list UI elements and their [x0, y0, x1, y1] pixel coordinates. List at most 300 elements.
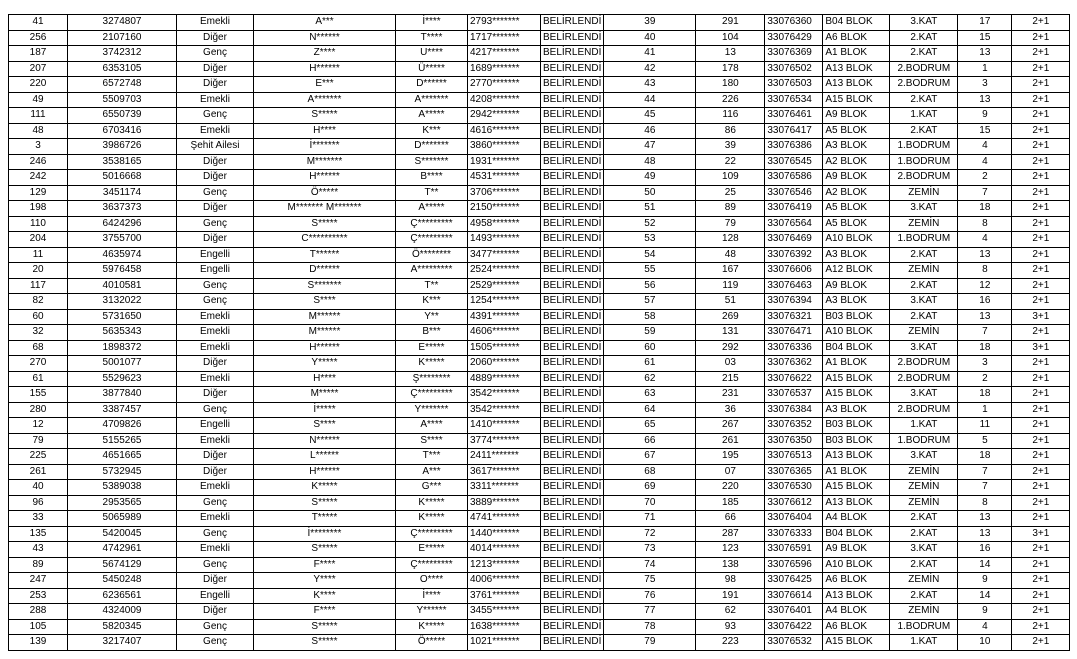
cell-bagimsiz-bolum-no: 33076429: [765, 30, 823, 46]
cell-soyad: B***: [396, 325, 468, 341]
cell-blok: A15 BLOK: [823, 92, 890, 108]
cell-oda-sayisi: 2+1: [1012, 201, 1070, 217]
cell-sira-no: 20: [9, 263, 68, 279]
table-row: [9, 464, 1070, 480]
cell-basvuru-no: 3451174: [68, 185, 177, 201]
cell-konut-no: 36: [696, 402, 765, 418]
cell-kategori: Diğer: [177, 604, 254, 620]
cell-tc-kimlik: 3617*******: [468, 464, 541, 480]
cell-blok: A2 BLOK: [823, 154, 890, 170]
cell-konut-no: 51: [696, 294, 765, 310]
cell-blok: A1 BLOK: [823, 356, 890, 372]
cell-tc-kimlik: 1493*******: [468, 232, 541, 248]
cell-durum: BELİRLENDİ: [541, 263, 604, 279]
cell-oda-sayisi: 2+1: [1012, 371, 1070, 387]
cell-sira-no: 111: [9, 108, 68, 124]
cell-bagimsiz-bolum-no: 33076360: [765, 15, 823, 31]
cell-kura-sira: 46: [604, 123, 696, 139]
cell-blok: A1 BLOK: [823, 464, 890, 480]
cell-konut-no: 62: [696, 604, 765, 620]
cell-soyad: Ü*****: [396, 61, 468, 77]
cell-durum: BELİRLENDİ: [541, 232, 604, 248]
cell-kategori: Emekli: [177, 542, 254, 558]
cell-basvuru-no: 2953565: [68, 495, 177, 511]
cell-soyad: O****: [396, 573, 468, 589]
cell-basvuru-no: 5016668: [68, 170, 177, 186]
cell-bagimsiz-bolum-no: 33076513: [765, 449, 823, 465]
cell-oda-sayisi: 2+1: [1012, 418, 1070, 434]
cell-oda-sayisi: 2+1: [1012, 294, 1070, 310]
table-row: [9, 604, 1070, 620]
cell-daire-no: 18: [958, 449, 1012, 465]
cell-ad: F****: [254, 604, 396, 620]
cell-kategori: Diğer: [177, 170, 254, 186]
cell-kura-sira: 42: [604, 61, 696, 77]
cell-tc-kimlik: 3455*******: [468, 604, 541, 620]
cell-kategori: Emekli: [177, 433, 254, 449]
cell-oda-sayisi: 2+1: [1012, 15, 1070, 31]
cell-oda-sayisi: 2+1: [1012, 154, 1070, 170]
cell-kura-sira: 41: [604, 46, 696, 62]
cell-kat: 2.BODRUM: [890, 356, 958, 372]
cell-soyad: Ç*********: [396, 387, 468, 403]
cell-sira-no: 89: [9, 557, 68, 573]
cell-konut-no: 287: [696, 526, 765, 542]
cell-tc-kimlik: 1931*******: [468, 154, 541, 170]
cell-tc-kimlik: 3542*******: [468, 402, 541, 418]
cell-blok: A5 BLOK: [823, 216, 890, 232]
cell-konut-no: 03: [696, 356, 765, 372]
cell-kat: 2.KAT: [890, 123, 958, 139]
cell-ad: S*****: [254, 542, 396, 558]
cell-ad: F****: [254, 557, 396, 573]
cell-daire-no: 4: [958, 139, 1012, 155]
table-row: [9, 433, 1070, 449]
cell-soyad: T****: [396, 30, 468, 46]
cell-tc-kimlik: 3477*******: [468, 247, 541, 263]
cell-kat: 2.BODRUM: [890, 402, 958, 418]
table-row: [9, 46, 1070, 62]
cell-kategori: Genç: [177, 294, 254, 310]
cell-kat: ZEMİN: [890, 464, 958, 480]
cell-bagimsiz-bolum-no: 33076394: [765, 294, 823, 310]
table-row: [9, 387, 1070, 403]
cell-kategori: Emekli: [177, 15, 254, 31]
cell-ad: S****: [254, 418, 396, 434]
cell-konut-no: 220: [696, 480, 765, 496]
cell-konut-no: 195: [696, 449, 765, 465]
table-row: [9, 232, 1070, 248]
table-row: [9, 619, 1070, 635]
table-row: [9, 557, 1070, 573]
cell-oda-sayisi: 2+1: [1012, 433, 1070, 449]
cell-tc-kimlik: 2150*******: [468, 201, 541, 217]
cell-durum: BELİRLENDİ: [541, 15, 604, 31]
cell-kat: 2.KAT: [890, 557, 958, 573]
cell-bagimsiz-bolum-no: 33076537: [765, 387, 823, 403]
cell-kat: ZEMİN: [890, 185, 958, 201]
cell-blok: A9 BLOK: [823, 542, 890, 558]
cell-daire-no: 1: [958, 61, 1012, 77]
cell-soyad: B****: [396, 170, 468, 186]
cell-bagimsiz-bolum-no: 33076546: [765, 185, 823, 201]
cell-kategori: Genç: [177, 216, 254, 232]
cell-tc-kimlik: 3706*******: [468, 185, 541, 201]
cell-kat: ZEMİN: [890, 573, 958, 589]
cell-ad: K*****: [254, 480, 396, 496]
cell-bagimsiz-bolum-no: 33076503: [765, 77, 823, 93]
cell-oda-sayisi: 2+1: [1012, 387, 1070, 403]
cell-soyad: İ****: [396, 588, 468, 604]
cell-durum: BELİRLENDİ: [541, 418, 604, 434]
cell-sira-no: 288: [9, 604, 68, 620]
cell-kategori: Diğer: [177, 387, 254, 403]
cell-basvuru-no: 3538165: [68, 154, 177, 170]
cell-konut-no: 79: [696, 216, 765, 232]
cell-sira-no: 139: [9, 635, 68, 651]
cell-bagimsiz-bolum-no: 33076596: [765, 557, 823, 573]
cell-bagimsiz-bolum-no: 33076419: [765, 201, 823, 217]
cell-soyad: Ö*****: [396, 635, 468, 651]
cell-soyad: A*****: [396, 201, 468, 217]
table-row: [9, 635, 1070, 651]
cell-blok: A10 BLOK: [823, 325, 890, 341]
cell-bagimsiz-bolum-no: 33076614: [765, 588, 823, 604]
cell-tc-kimlik: 1689*******: [468, 61, 541, 77]
cell-konut-no: 178: [696, 61, 765, 77]
table-row: [9, 278, 1070, 294]
cell-daire-no: 5: [958, 433, 1012, 449]
cell-basvuru-no: 4709826: [68, 418, 177, 434]
cell-daire-no: 12: [958, 278, 1012, 294]
cell-oda-sayisi: 3+1: [1012, 309, 1070, 325]
table-row: [9, 139, 1070, 155]
cell-basvuru-no: 5001077: [68, 356, 177, 372]
cell-konut-no: 138: [696, 557, 765, 573]
cell-kategori: Engelli: [177, 588, 254, 604]
cell-tc-kimlik: 1638*******: [468, 619, 541, 635]
cell-ad: Ö*****: [254, 185, 396, 201]
cell-oda-sayisi: 2+1: [1012, 46, 1070, 62]
cell-daire-no: 2: [958, 371, 1012, 387]
cell-daire-no: 13: [958, 92, 1012, 108]
cell-kat: 1.KAT: [890, 635, 958, 651]
cell-blok: A13 BLOK: [823, 588, 890, 604]
cell-oda-sayisi: 2+1: [1012, 216, 1070, 232]
cell-kat: 2.BODRUM: [890, 170, 958, 186]
cell-kura-sira: 57: [604, 294, 696, 310]
cell-konut-no: 128: [696, 232, 765, 248]
cell-sira-no: 261: [9, 464, 68, 480]
table-row: [9, 480, 1070, 496]
cell-kura-sira: 48: [604, 154, 696, 170]
cell-sira-no: 253: [9, 588, 68, 604]
cell-kategori: Diğer: [177, 201, 254, 217]
cell-oda-sayisi: 2+1: [1012, 108, 1070, 124]
cell-bagimsiz-bolum-no: 33076545: [765, 154, 823, 170]
cell-konut-no: 22: [696, 154, 765, 170]
cell-tc-kimlik: 1440*******: [468, 526, 541, 542]
cell-oda-sayisi: 2+1: [1012, 464, 1070, 480]
table-row: [9, 294, 1070, 310]
table-row: [9, 247, 1070, 263]
cell-daire-no: 13: [958, 46, 1012, 62]
cell-basvuru-no: 6236561: [68, 588, 177, 604]
cell-bagimsiz-bolum-no: 33076564: [765, 216, 823, 232]
cell-bagimsiz-bolum-no: 33076612: [765, 495, 823, 511]
table-row: [9, 418, 1070, 434]
cell-soyad: Ö********: [396, 247, 468, 263]
cell-sira-no: 33: [9, 511, 68, 527]
cell-sira-no: 246: [9, 154, 68, 170]
cell-basvuru-no: 3986726: [68, 139, 177, 155]
cell-tc-kimlik: 4531*******: [468, 170, 541, 186]
cell-durum: BELİRLENDİ: [541, 139, 604, 155]
table-row: [9, 15, 1070, 31]
cell-tc-kimlik: 1505*******: [468, 340, 541, 356]
table-row: [9, 170, 1070, 186]
cell-tc-kimlik: 2793*******: [468, 15, 541, 31]
table-row: [9, 495, 1070, 511]
cell-tc-kimlik: 4208*******: [468, 92, 541, 108]
cell-kura-sira: 47: [604, 139, 696, 155]
cell-daire-no: 15: [958, 30, 1012, 46]
cell-kategori: Diğer: [177, 61, 254, 77]
cell-durum: BELİRLENDİ: [541, 201, 604, 217]
cell-ad: S*******: [254, 278, 396, 294]
cell-oda-sayisi: 2+1: [1012, 495, 1070, 511]
cell-blok: A9 BLOK: [823, 170, 890, 186]
cell-kura-sira: 62: [604, 371, 696, 387]
cell-ad: S*****: [254, 619, 396, 635]
cell-daire-no: 9: [958, 573, 1012, 589]
cell-oda-sayisi: 2+1: [1012, 263, 1070, 279]
cell-kategori: Emekli: [177, 371, 254, 387]
cell-bagimsiz-bolum-no: 33076534: [765, 92, 823, 108]
cell-daire-no: 7: [958, 185, 1012, 201]
cell-blok: A9 BLOK: [823, 278, 890, 294]
cell-daire-no: 18: [958, 340, 1012, 356]
cell-oda-sayisi: 2+1: [1012, 573, 1070, 589]
cell-konut-no: 89: [696, 201, 765, 217]
cell-kat: 3.KAT: [890, 542, 958, 558]
cell-tc-kimlik: 4606*******: [468, 325, 541, 341]
cell-kura-sira: 66: [604, 433, 696, 449]
cell-durum: BELİRLENDİ: [541, 356, 604, 372]
table-row: [9, 511, 1070, 527]
cell-soyad: Ç*********: [396, 557, 468, 573]
cell-blok: A3 BLOK: [823, 294, 890, 310]
cell-bagimsiz-bolum-no: 33076469: [765, 232, 823, 248]
cell-kat: 1.BODRUM: [890, 154, 958, 170]
cell-daire-no: 10: [958, 635, 1012, 651]
cell-durum: BELİRLENDİ: [541, 77, 604, 93]
cell-oda-sayisi: 2+1: [1012, 139, 1070, 155]
cell-basvuru-no: 5450248: [68, 573, 177, 589]
cell-sira-no: 204: [9, 232, 68, 248]
cell-blok: A5 BLOK: [823, 201, 890, 217]
cell-blok: B03 BLOK: [823, 309, 890, 325]
cell-oda-sayisi: 2+1: [1012, 588, 1070, 604]
cell-sira-no: 129: [9, 185, 68, 201]
cell-ad: H****: [254, 371, 396, 387]
cell-soyad: U****: [396, 46, 468, 62]
cell-kat: 3.KAT: [890, 294, 958, 310]
cell-tc-kimlik: 4006*******: [468, 573, 541, 589]
cell-durum: BELİRLENDİ: [541, 449, 604, 465]
cell-konut-no: 116: [696, 108, 765, 124]
cell-ad: E***: [254, 77, 396, 93]
cell-ad: A***: [254, 15, 396, 31]
cell-durum: BELİRLENDİ: [541, 340, 604, 356]
cell-kategori: Engelli: [177, 263, 254, 279]
cell-oda-sayisi: 2+1: [1012, 92, 1070, 108]
cell-sira-no: 43: [9, 542, 68, 558]
cell-durum: BELİRLENDİ: [541, 123, 604, 139]
cell-oda-sayisi: 2+1: [1012, 170, 1070, 186]
cell-kura-sira: 68: [604, 464, 696, 480]
cell-daire-no: 13: [958, 309, 1012, 325]
cell-daire-no: 9: [958, 108, 1012, 124]
cell-kategori: Diğer: [177, 154, 254, 170]
cell-ad: Z****: [254, 46, 396, 62]
cell-bagimsiz-bolum-no: 33076392: [765, 247, 823, 263]
cell-tc-kimlik: 4014*******: [468, 542, 541, 558]
cell-basvuru-no: 3274807: [68, 15, 177, 31]
cell-soyad: Ç*********: [396, 526, 468, 542]
cell-durum: BELİRLENDİ: [541, 557, 604, 573]
cell-kura-sira: 45: [604, 108, 696, 124]
cell-kategori: Genç: [177, 557, 254, 573]
cell-kura-sira: 69: [604, 480, 696, 496]
cell-sira-no: 41: [9, 15, 68, 31]
cell-kategori: Emekli: [177, 480, 254, 496]
cell-soyad: A****: [396, 418, 468, 434]
cell-basvuru-no: 3755700: [68, 232, 177, 248]
cell-durum: BELİRLENDİ: [541, 170, 604, 186]
cell-durum: BELİRLENDİ: [541, 247, 604, 263]
cell-konut-no: 231: [696, 387, 765, 403]
cell-kategori: Diğer: [177, 464, 254, 480]
cell-konut-no: 131: [696, 325, 765, 341]
cell-bagimsiz-bolum-no: 33076591: [765, 542, 823, 558]
cell-basvuru-no: 4651665: [68, 449, 177, 465]
cell-durum: BELİRLENDİ: [541, 387, 604, 403]
cell-soyad: Ç*********: [396, 216, 468, 232]
cell-kura-sira: 60: [604, 340, 696, 356]
cell-ad: M******: [254, 309, 396, 325]
cell-ad: M*****: [254, 387, 396, 403]
cell-sira-no: 242: [9, 170, 68, 186]
cell-konut-no: 269: [696, 309, 765, 325]
cell-oda-sayisi: 2+1: [1012, 77, 1070, 93]
cell-ad: K****: [254, 588, 396, 604]
cell-kura-sira: 78: [604, 619, 696, 635]
cell-ad: S*****: [254, 108, 396, 124]
cell-kategori: Genç: [177, 619, 254, 635]
cell-bagimsiz-bolum-no: 33076606: [765, 263, 823, 279]
cell-soyad: S*******: [396, 154, 468, 170]
cell-ad: T******: [254, 247, 396, 263]
cell-ad: T*****: [254, 511, 396, 527]
cell-kura-sira: 54: [604, 247, 696, 263]
cell-sira-no: 82: [9, 294, 68, 310]
cell-kat: ZEMİN: [890, 480, 958, 496]
cell-blok: B03 BLOK: [823, 418, 890, 434]
cell-konut-no: 223: [696, 635, 765, 651]
cell-kura-sira: 50: [604, 185, 696, 201]
cell-sira-no: 32: [9, 325, 68, 341]
cell-tc-kimlik: 1021*******: [468, 635, 541, 651]
cell-daire-no: 2: [958, 170, 1012, 186]
cell-sira-no: 61: [9, 371, 68, 387]
cell-bagimsiz-bolum-no: 33076417: [765, 123, 823, 139]
cell-daire-no: 1: [958, 402, 1012, 418]
cell-blok: A3 BLOK: [823, 139, 890, 155]
cell-ad: L******: [254, 449, 396, 465]
cell-soyad: Y**: [396, 309, 468, 325]
cell-kategori: Emekli: [177, 511, 254, 527]
cell-sira-no: 3: [9, 139, 68, 155]
cell-ad: N******: [254, 30, 396, 46]
cell-ad: H******: [254, 340, 396, 356]
cell-basvuru-no: 6353105: [68, 61, 177, 77]
cell-kategori: Emekli: [177, 123, 254, 139]
cell-bagimsiz-bolum-no: 33076425: [765, 573, 823, 589]
cell-basvuru-no: 3387457: [68, 402, 177, 418]
cell-soyad: T***: [396, 449, 468, 465]
cell-kura-sira: 59: [604, 325, 696, 341]
cell-kategori: Şehit Ailesi: [177, 139, 254, 155]
cell-basvuru-no: 6424296: [68, 216, 177, 232]
cell-soyad: Ş********: [396, 371, 468, 387]
cell-blok: A13 BLOK: [823, 495, 890, 511]
cell-oda-sayisi: 2+1: [1012, 61, 1070, 77]
cell-basvuru-no: 3217407: [68, 635, 177, 651]
cell-daire-no: 8: [958, 495, 1012, 511]
cell-konut-no: 66: [696, 511, 765, 527]
cell-blok: B04 BLOK: [823, 15, 890, 31]
cell-soyad: E*****: [396, 340, 468, 356]
cell-oda-sayisi: 2+1: [1012, 185, 1070, 201]
cell-blok: A9 BLOK: [823, 108, 890, 124]
cell-basvuru-no: 5509703: [68, 92, 177, 108]
cell-bagimsiz-bolum-no: 33076352: [765, 418, 823, 434]
cell-kura-sira: 75: [604, 573, 696, 589]
cell-tc-kimlik: 2524*******: [468, 263, 541, 279]
cell-bagimsiz-bolum-no: 33076471: [765, 325, 823, 341]
cell-durum: BELİRLENDİ: [541, 278, 604, 294]
cell-kat: 1.BODRUM: [890, 619, 958, 635]
table-row: [9, 542, 1070, 558]
cell-kategori: Diğer: [177, 232, 254, 248]
cell-blok: A13 BLOK: [823, 449, 890, 465]
cell-blok: A3 BLOK: [823, 402, 890, 418]
cell-kat: 3.KAT: [890, 340, 958, 356]
cell-oda-sayisi: 2+1: [1012, 278, 1070, 294]
cell-kat: 3.KAT: [890, 201, 958, 217]
cell-basvuru-no: 4010581: [68, 278, 177, 294]
cell-daire-no: 9: [958, 604, 1012, 620]
cell-konut-no: 267: [696, 418, 765, 434]
cell-daire-no: 4: [958, 154, 1012, 170]
cell-oda-sayisi: 2+1: [1012, 449, 1070, 465]
cell-soyad: A*****: [396, 108, 468, 124]
cell-oda-sayisi: 2+1: [1012, 619, 1070, 635]
cell-kura-sira: 63: [604, 387, 696, 403]
cell-sira-no: 68: [9, 340, 68, 356]
cell-tc-kimlik: 4958*******: [468, 216, 541, 232]
